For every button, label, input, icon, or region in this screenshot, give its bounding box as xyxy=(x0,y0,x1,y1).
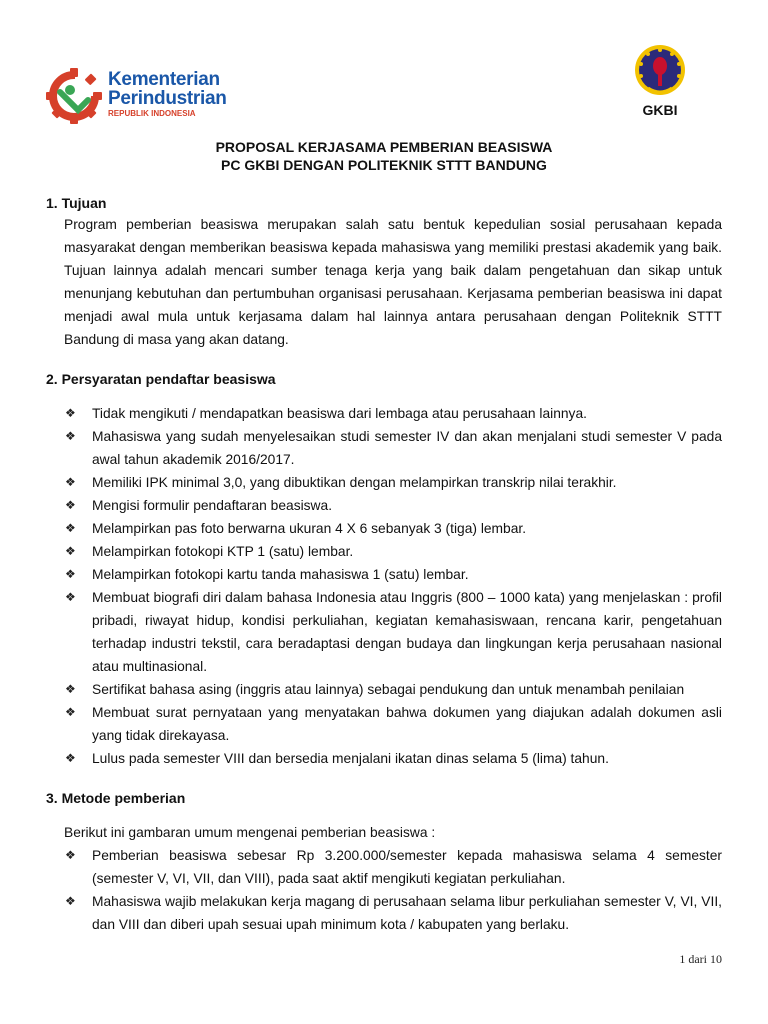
gkbi-logo-text: GKBI xyxy=(642,102,678,118)
bullet-diamond-icon: ❖ xyxy=(65,567,76,581)
list-item: ❖ Mahasiswa yang sudah menyelesaikan studi semester IV dan akan menjalani studi semester V pada awal tahun akademik 2016/2017. xyxy=(46,425,722,471)
bullet-diamond-icon: ❖ xyxy=(65,475,76,489)
document-body xyxy=(46,193,722,936)
metode-list xyxy=(46,844,722,936)
bullet-diamond-icon: ❖ xyxy=(65,848,76,862)
bullet-diamond-icon: ❖ xyxy=(65,682,76,696)
list-item: ❖ Melampirkan fotokopi kartu tanda mahasiswa 1 (satu) lembar. xyxy=(46,563,722,586)
bullet-diamond-icon: ❖ xyxy=(65,894,76,908)
section-heading-persyaratan: 2. Persyaratan pendaftar beasiswa xyxy=(46,371,276,387)
gear-logo-icon xyxy=(44,66,106,128)
bullet-diamond-icon: ❖ xyxy=(65,521,76,535)
title-line-2: PC GKBI DENGAN POLITEKNIK STTT BANDUNG xyxy=(221,157,547,173)
section-intro-metode: Berikut ini gambaran umum mengenai pemberian beasiswa : xyxy=(64,825,436,840)
document-title xyxy=(0,138,768,174)
list-item: ❖ Sertifikat bahasa asing (inggris atau lainnya) sebagai pendukung dan untuk menambah penilaian xyxy=(46,678,722,701)
kementerian-perindustrian-logo xyxy=(44,66,227,126)
list-item: ❖ Pemberian beasiswa sebesar Rp 3.200.000/semester kepada mahasiswa selama 4 semester (semester V, VI, VII, dan VIII), pada saat aktif mengikuti kegiatan perkuliahan. xyxy=(46,844,722,890)
gkbi-emblem-icon xyxy=(628,42,692,102)
list-item: ❖ Mahasiswa wajib melakukan kerja magang di perusahaan selama libur perkuliahan semester V, VI, VII, dan VIII dan diberi upah sesuai upah minimum kota / kabupaten yang berlaku. xyxy=(46,890,722,936)
list-item: ❖ Melampirkan fotokopi KTP 1 (satu) lembar. xyxy=(46,540,722,563)
title-line-1: PROPOSAL KERJASAMA PEMBERIAN BEASISWA xyxy=(215,139,553,155)
list-item: ❖ Mengisi formulir pendaftaran beasiswa. xyxy=(46,494,722,517)
logo-text-line2: Perindustrian xyxy=(108,88,227,109)
list-item: ❖ Membuat biografi diri dalam bahasa Indonesia atau Inggris (800 – 1000 kata) yang menjelaskan : profil pribadi, riwayat hidup, kondisi perkuliahan, kegiatan kemahasiswaan, rencana karir, pengetahuan terhadap industri tekstil, cara beradaptasi dengan budaya dan lingkungan kerja perusahaan nasional atau multinasional. xyxy=(46,586,722,678)
persyaratan-list xyxy=(46,402,722,770)
gkbi-logo xyxy=(628,42,692,122)
bullet-diamond-icon: ❖ xyxy=(65,751,76,765)
list-item: ❖ Lulus pada semester VIII dan bersedia menjalani ikatan dinas selama 5 (lima) tahun. xyxy=(46,747,722,770)
bullet-diamond-icon: ❖ xyxy=(65,498,76,512)
logo-text-line1: Kementerian xyxy=(108,69,220,90)
bullet-diamond-icon: ❖ xyxy=(65,406,76,420)
bullet-diamond-icon: ❖ xyxy=(65,705,76,719)
list-item: ❖ Tidak mengikuti / mendapatkan beasiswa dari lembaga atau perusahaan lainnya. xyxy=(46,402,722,425)
list-item: ❖ Membuat surat pernyataan yang menyatakan bahwa dokumen yang diajukan adalah dokumen asli yang tidak direkayasa. xyxy=(46,701,722,747)
bullet-diamond-icon: ❖ xyxy=(65,590,76,604)
bullet-diamond-icon: ❖ xyxy=(65,544,76,558)
list-item: ❖ Melampirkan pas foto berwarna ukuran 4 X 6 sebanyak 3 (tiga) lembar. xyxy=(46,517,722,540)
section-heading-metode: 3. Metode pemberian xyxy=(46,790,186,806)
page-number: 1 dari 10 xyxy=(679,952,722,966)
logo-text-line3: REPUBLIK INDONESIA xyxy=(108,109,196,118)
list-item: ❖ Memiliki IPK minimal 3,0, yang dibuktikan dengan melampirkan transkrip nilai terakhir. xyxy=(46,471,722,494)
section-heading-tujuan: 1. Tujuan xyxy=(46,195,107,211)
bullet-diamond-icon: ❖ xyxy=(65,429,76,443)
section-paragraph-tujuan: Program pemberian beasiswa merupakan salah satu bentuk kepedulian sosial perusahaan kepada masyarakat dengan memberikan beasiswa kepada mahasiswa yang memiliki prestasi akademik yang baik. Tujuan lainnya adalah mencari sumber tenaga kerja yang baik dalam pengetahuan dan sikap untuk menunjang kebutuhan dan pertumbuhan organisasi perusahaan. Kerjasama pemberian beasiswa ini dapat menjadi awal mula untuk kerjasama dalam hal lainnya antara perusahaan dengan Politeknik STTT Bandung di masa yang akan datang. xyxy=(64,217,722,347)
